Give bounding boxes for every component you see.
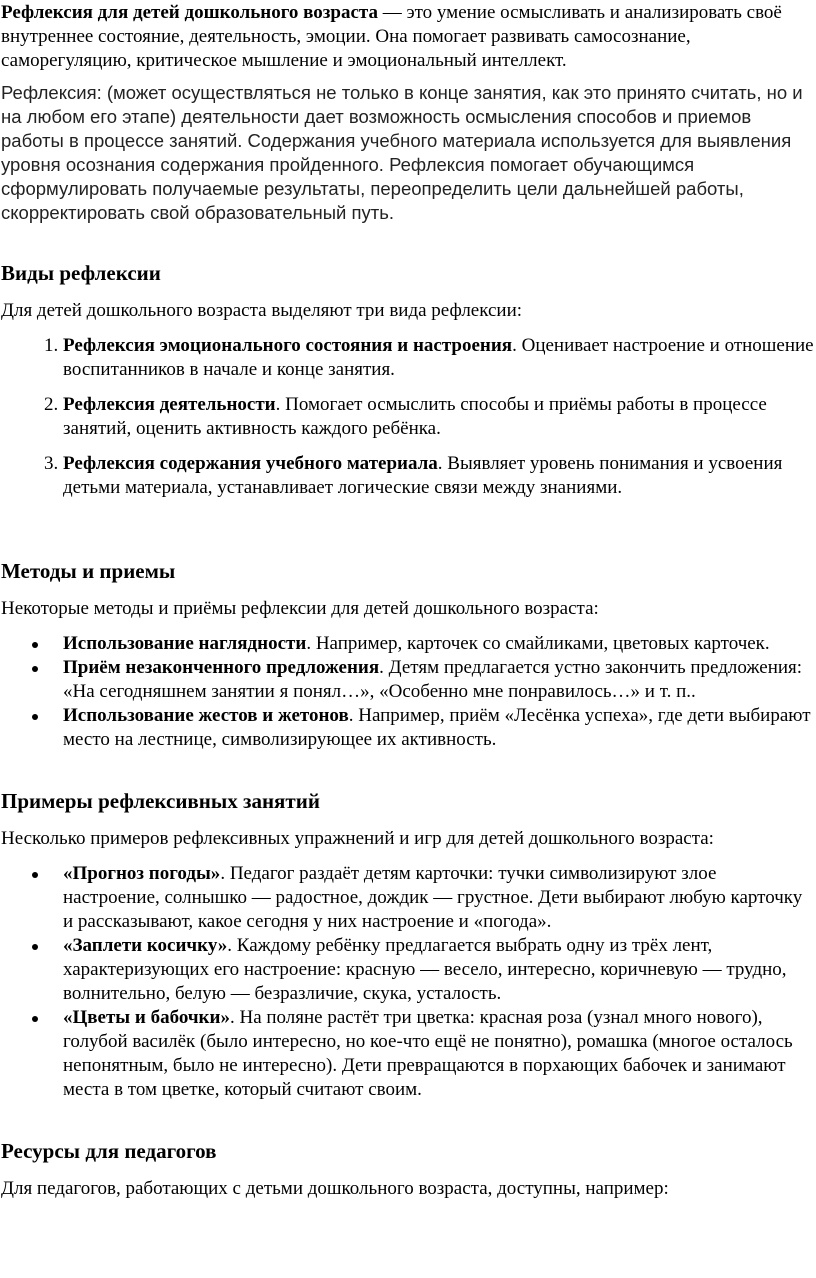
bullet-icon	[32, 1016, 38, 1022]
list-item-term: Рефлексия деятельности	[63, 394, 276, 415]
types-lead: Для детей дошкольного возраста выделяют три вида рефлексии:	[1, 300, 523, 321]
intro-definition: — это умение осмысливать и анализировать своё внутреннее состояние, деятельность, эмоции. Она помогает развивать самосознание, саморегуляцию, критическое мышление и эмоциональный интеллект.	[1, 2, 782, 71]
list-item	[63, 656, 816, 704]
list-item-text: . На поляне растёт три цветка: красная роза (узнал много нового), голубой василёк (было интересно, но кое-что ещё не понятно), ромашка (многое осталось непонятным, было не интересно). Дети превращаются в порхающих бабочек и занимают места в том цветке, который считают своим.	[63, 1007, 793, 1100]
list-item-term: Использование наглядности	[63, 633, 307, 654]
heading-examples: Примеры рефлексивных занятий	[1, 789, 320, 813]
heading-resources: Ресурсы для педагогов	[1, 1139, 217, 1163]
list-item-term: Использование жестов и жетонов	[63, 705, 349, 726]
list-item-term: «Заплети косичку»	[63, 935, 228, 956]
list-item-text: . Помогает осмыслить способы и приёмы работы в процессе занятий, оценить активность каждого ребёнка.	[63, 394, 767, 439]
document-page	[0, 1, 816, 1201]
bullet-icon	[32, 714, 38, 720]
list-item	[63, 393, 816, 441]
list-item	[63, 334, 816, 382]
methods-list	[1, 632, 816, 752]
resources-lead: Для педагогов, работающих с детьми дошкольного возраста, доступны, например:	[1, 1178, 669, 1199]
bullet-icon	[32, 944, 38, 950]
list-item-term: «Цветы и бабочки»	[63, 1007, 230, 1028]
list-item-text: . Например, приём «Лесёнка успеха», где дети выбирают место на лестнице, символизирующее их активность.	[63, 705, 811, 750]
list-item	[63, 452, 816, 500]
list-item-term: Рефлексия эмоционального состояния и настроения	[63, 335, 513, 356]
bullet-icon	[32, 872, 38, 878]
intro-paragraph	[1, 1, 811, 73]
list-item-term: Приём незаконченного предложения	[63, 657, 380, 678]
bullet-icon	[32, 642, 38, 648]
list-item-text: . Каждому ребёнку предлагается выбрать одну из трёх лент, характеризующих его настроение: красную — весело, интересно, коричневую — трудно, волнительно, белую — безразличие, скука, усталость.	[63, 935, 787, 1004]
reflection-quote: Рефлексия: (может осуществляться не только в конце занятия, как это принято считать, но и на любом его этапе) деятельности дает возможность осмысления способов и приемов работы в процессе занятий. Содержания учебного материала используется для выявления уровня осознания содержания пройденного. Рефлексия помогает обучающимся сформулировать получаемые результаты, переопределить цели дальнейшей работы, скорректировать свой образовательный путь.	[1, 82, 803, 223]
list-item-text: . Детям предлагается устно закончить предложения: «На сегодняшнем занятии я понял…», «Особенно мне понравилось…» и т. п..	[63, 657, 803, 702]
list-item-term: «Прогноз погоды»	[63, 863, 221, 884]
list-item-text: . Выявляет уровень понимания и усвоения детьми материала, устанавливает логические связи между знаниями.	[63, 453, 783, 498]
list-item-text: . Оценивает настроение и отношение воспитанников в начале и конце занятия.	[63, 335, 814, 380]
list-item	[63, 704, 816, 752]
list-item-text: . Например, карточек со смайликами, цветовых карточек.	[306, 633, 770, 654]
heading-methods: Методы и приемы	[1, 559, 176, 583]
list-item-term: Рефлексия содержания учебного материала	[63, 453, 438, 474]
list-item-text: . Педагог раздаёт детям карточки: тучки символизируют злое настроение, солнышко — радостное, дождик — грустное. Дети выбирают любую карточку и рассказывают, какое сегодня у них настроение и «погода».	[63, 863, 803, 932]
methods-lead: Некоторые методы и приёмы рефлексии для детей дошкольного возраста:	[1, 598, 599, 619]
list-item	[63, 862, 816, 934]
examples-lead: Несколько примеров рефлексивных упражнений и игр для детей дошкольного возраста:	[1, 828, 714, 849]
list-item	[63, 632, 816, 656]
list-item	[63, 934, 816, 1006]
types-list	[1, 334, 816, 500]
examples-list	[1, 862, 816, 1102]
heading-types: Виды рефлексии	[1, 261, 161, 285]
list-item	[63, 1006, 816, 1102]
intro-term: Рефлексия для детей дошкольного возраста	[1, 2, 378, 23]
bullet-icon	[32, 666, 38, 672]
